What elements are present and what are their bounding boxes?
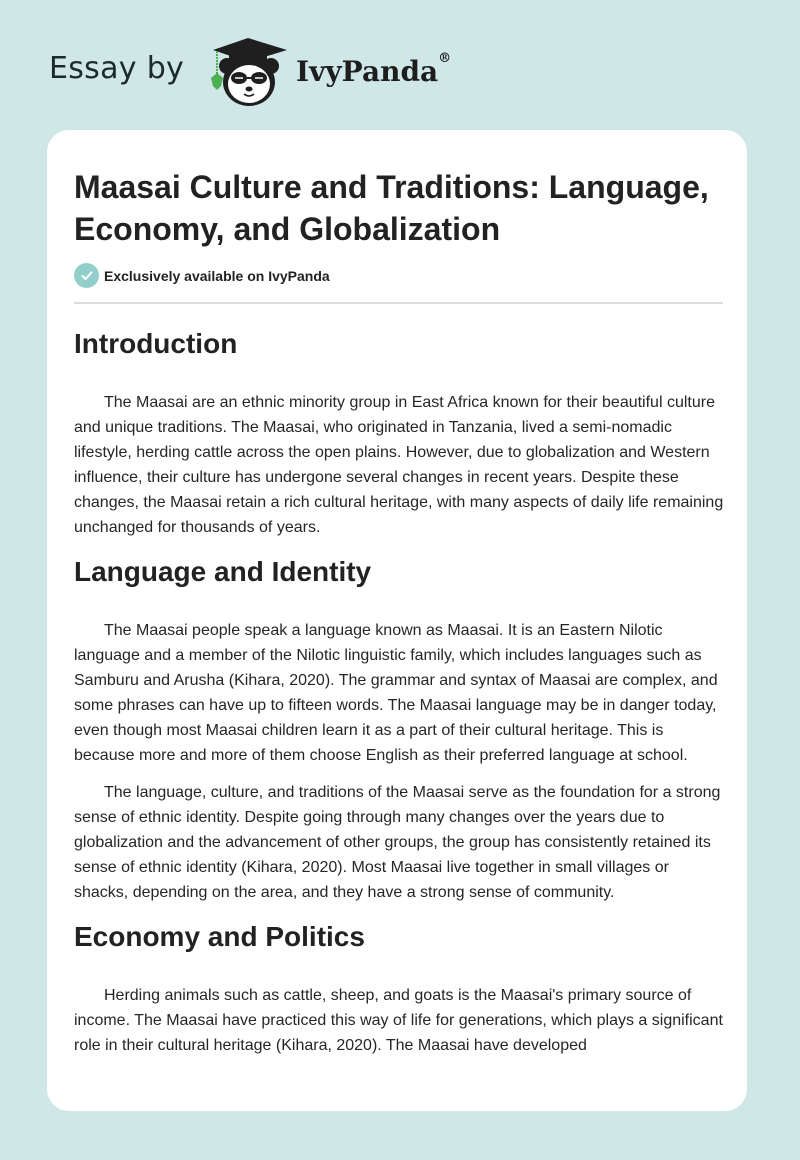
- panda-graduate-icon[interactable]: [203, 36, 293, 108]
- check-circle-icon: [74, 263, 99, 288]
- essay-card: [47, 130, 747, 1111]
- registered-mark: ®: [438, 51, 452, 66]
- title-divider: [74, 302, 723, 304]
- section-introduction: [74, 324, 726, 540]
- paragraph: The language, culture, and traditions of the Maasai serve as the foundation for a strong sense of ethnic identity. Despite going through many changes over the years due to globalization and the advancement of other groups, the group has consistently retained its sense of ethnic identity (Kihara, 2020). Most Maasai live together in small villages or shacks, depending on the area, and they have a strong sense of community.: [74, 784, 721, 901]
- essay-content: [74, 324, 726, 1070]
- paragraph: Herding animals such as cattle, sheep, and goats is the Maasai's primary source of income. The Maasai have practiced this way of life for generations, which plays a significant role in their cultural heritage (Kihara, 2020). The Maasai have developed: [74, 987, 723, 1054]
- section-economy-and-politics: [74, 917, 726, 1058]
- paragraph: The Maasai are an ethnic minority group in East Africa known for their beautiful culture and unique traditions. The Maasai, who originated in Tanzania, lived a semi-nomadic lifestyle, herding cattle across the open plains. However, due to globalization and Western influence, their culture has undergone several changes in recent years. Despite these changes, the Maasai retain a rich cultural heritage, with many aspects of daily life remaining unchanged for thousands of years.: [74, 394, 724, 536]
- essay-by-label: Essay by: [49, 51, 185, 86]
- exclusive-badge: [74, 263, 330, 288]
- site-header: [0, 0, 800, 130]
- ivypanda-brand[interactable]: [296, 51, 452, 88]
- essay-title: Maasai Culture and Traditions: Language, Economy, and Globalization: [74, 169, 709, 247]
- section-language-and-identity: [74, 552, 726, 905]
- exclusive-badge-text: Exclusively available on IvyPanda: [104, 267, 330, 284]
- paragraph: The Maasai people speak a language known as Maasai. It is an Eastern Nilotic language and a member of the Nilotic linguistic family, which includes languages such as Samburu and Arusha (Kihara, 2020). The grammar and syntax of Maasai are complex, and some phrases can have up to fifteen words. The Maasai language may be in danger today, even though most Maasai children learn it as a part of their cultural heritage. This is because more and more of them choose English as their preferred language at school.: [74, 622, 718, 764]
- section-heading: Language and Identity: [74, 556, 372, 587]
- brand-name: IvyPanda: [296, 55, 439, 88]
- section-heading: Introduction: [74, 328, 238, 359]
- section-heading: Economy and Politics: [74, 921, 365, 952]
